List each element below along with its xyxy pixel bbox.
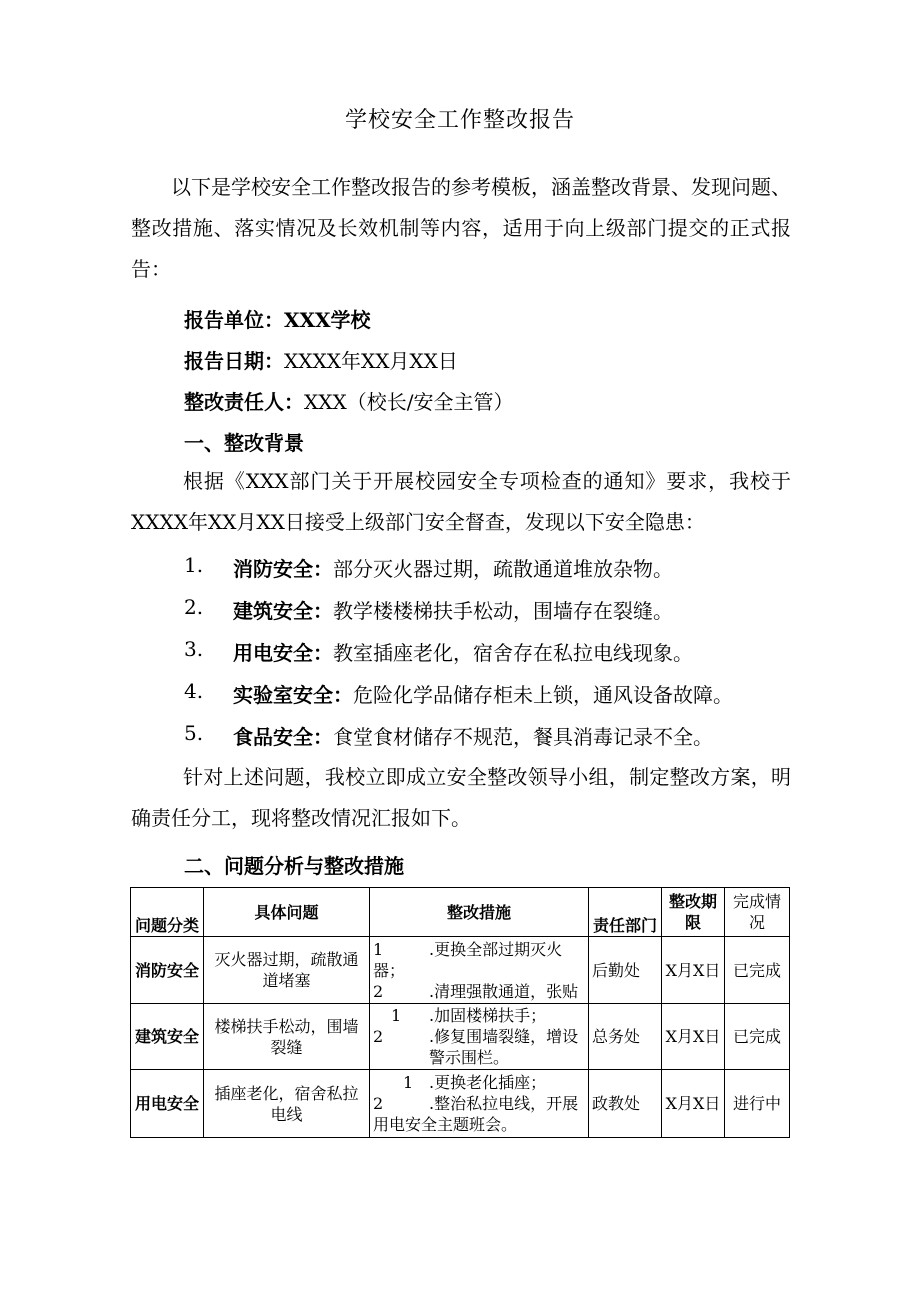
list-item bbox=[233, 721, 713, 750]
cell-measures bbox=[370, 1004, 589, 1070]
measure-text: .更换老化插座； bbox=[429, 1073, 547, 1092]
cell-department: 后勤处 bbox=[589, 937, 662, 1004]
measure-number: 1 bbox=[373, 939, 384, 959]
cell-measures bbox=[370, 937, 589, 1004]
measure-continuation: 用电安全主题班会。 bbox=[373, 1115, 518, 1134]
measure-number: 1 bbox=[391, 1006, 402, 1025]
list-item bbox=[233, 553, 673, 582]
header-deadline: 整改期限 bbox=[662, 888, 725, 937]
cell-status: 已完成 bbox=[725, 1004, 790, 1070]
list-item-text: 部分灭火器过期，疏散通道堆放杂物。 bbox=[333, 557, 673, 581]
section1-heading: 一、整改背景 bbox=[184, 431, 304, 455]
measure-number: 2 bbox=[373, 1094, 384, 1113]
table-row bbox=[131, 937, 790, 1004]
section1-paragraph: 根据《XXX部门关于开展校园安全专项检查的通知》要求，我校于XXXX年XX月XX日接受上级部门安全督查，发现以下安全隐患： bbox=[131, 469, 791, 534]
header-category: 问题分类 bbox=[131, 888, 204, 937]
intro-paragraph: 以下是学校安全工作整改报告的参考模板，涵盖整改背景、发现问题、整改措施、落实情况及长效机制等内容，适用于向上级部门提交的正式报告： bbox=[131, 175, 791, 281]
list-item-number: 2. bbox=[184, 595, 204, 619]
report-date bbox=[184, 345, 458, 374]
cell-problem: 灭火器过期，疏散通道堵塞 bbox=[204, 937, 370, 1004]
list-item-text: 教学楼楼梯扶手松动，围墙存在裂缝。 bbox=[333, 599, 673, 623]
table-row bbox=[131, 1070, 790, 1138]
list-item-text: 食堂食材储存不规范，餐具消毒记录不全。 bbox=[333, 725, 713, 749]
list-item-label: 消防安全： bbox=[233, 557, 333, 581]
measure-text: .清理强散通道，张贴 bbox=[429, 981, 579, 1001]
measure-text: .更换全部过期灭火 bbox=[429, 939, 563, 959]
section2-heading: 二、问题分析与整改措施 bbox=[184, 854, 404, 878]
cell-department: 政教处 bbox=[589, 1070, 662, 1138]
list-item-number: 5. bbox=[184, 721, 204, 745]
table-row bbox=[131, 1004, 790, 1070]
cell-problem: 插座老化，宿舍私拉电线 bbox=[204, 1070, 370, 1138]
page-title: 学校安全工作整改报告 bbox=[344, 108, 575, 133]
list-item bbox=[233, 637, 693, 666]
cell-status: 已完成 bbox=[725, 937, 790, 1004]
header-department: 责任部门 bbox=[589, 888, 662, 937]
cell-problem: 楼梯扶手松动，围墙裂缝 bbox=[204, 1004, 370, 1070]
measure-number: 2 bbox=[373, 981, 384, 1001]
report-date-value: XXXX年XX月XX日 bbox=[284, 349, 458, 373]
cell-category: 消防安全 bbox=[131, 937, 204, 1004]
section1-closing: 针对上述问题，我校立即成立安全整改领导小组，制定整改方案，明确责任分工，现将整改情况汇报如下。 bbox=[131, 765, 791, 830]
cell-category: 用电安全 bbox=[131, 1070, 204, 1138]
measure-number: 2 bbox=[373, 1027, 384, 1046]
report-person-value: XXX（校长/安全主管） bbox=[304, 390, 514, 414]
list-item-label: 用电安全： bbox=[233, 641, 333, 665]
list-item-number: 1. bbox=[184, 553, 204, 577]
table-header-row bbox=[131, 888, 790, 937]
cell-category: 建筑安全 bbox=[131, 1004, 204, 1070]
measure-continuation: 器； bbox=[373, 960, 406, 980]
measure-text: .加固楼梯扶手； bbox=[429, 1006, 547, 1025]
header-measures: 整改措施 bbox=[370, 888, 589, 937]
header-problem: 具体问题 bbox=[204, 888, 370, 937]
list-item bbox=[233, 595, 673, 624]
report-person-label: 整改责任人： bbox=[184, 390, 304, 414]
measure-text: .修复围墙裂缝，增设 bbox=[429, 1027, 579, 1046]
measure-text: .整治私拉电线，开展 bbox=[429, 1094, 579, 1113]
cell-deadline: X月X日 bbox=[662, 1070, 725, 1138]
cell-status: 进行中 bbox=[725, 1070, 790, 1138]
header-status: 完成情况 bbox=[725, 888, 790, 937]
report-person bbox=[184, 386, 513, 415]
cell-deadline: X月X日 bbox=[662, 1004, 725, 1070]
report-unit-label: 报告单位： bbox=[184, 308, 284, 332]
list-item-label: 实验室安全： bbox=[233, 683, 353, 707]
rectification-table bbox=[130, 887, 790, 1138]
measure-number: 1 bbox=[403, 1073, 414, 1092]
list-item-text: 危险化学品储存柜未上锁，通风设备故障。 bbox=[353, 683, 733, 707]
list-item-label: 建筑安全： bbox=[233, 599, 333, 623]
list-item-number: 3. bbox=[184, 637, 204, 661]
cell-deadline: X月X日 bbox=[662, 937, 725, 1004]
measure-continuation: 警示围栏。 bbox=[429, 1048, 510, 1067]
list-item-label: 食品安全： bbox=[233, 725, 333, 749]
report-unit-value: XXX学校 bbox=[284, 308, 371, 332]
cell-measures bbox=[370, 1070, 589, 1138]
list-item-text: 教室插座老化，宿舍存在私拉电线现象。 bbox=[333, 641, 693, 665]
report-date-label: 报告日期： bbox=[184, 349, 284, 373]
report-unit bbox=[184, 304, 371, 333]
cell-department: 总务处 bbox=[589, 1004, 662, 1070]
list-item-number: 4. bbox=[184, 679, 204, 703]
list-item bbox=[233, 679, 733, 708]
